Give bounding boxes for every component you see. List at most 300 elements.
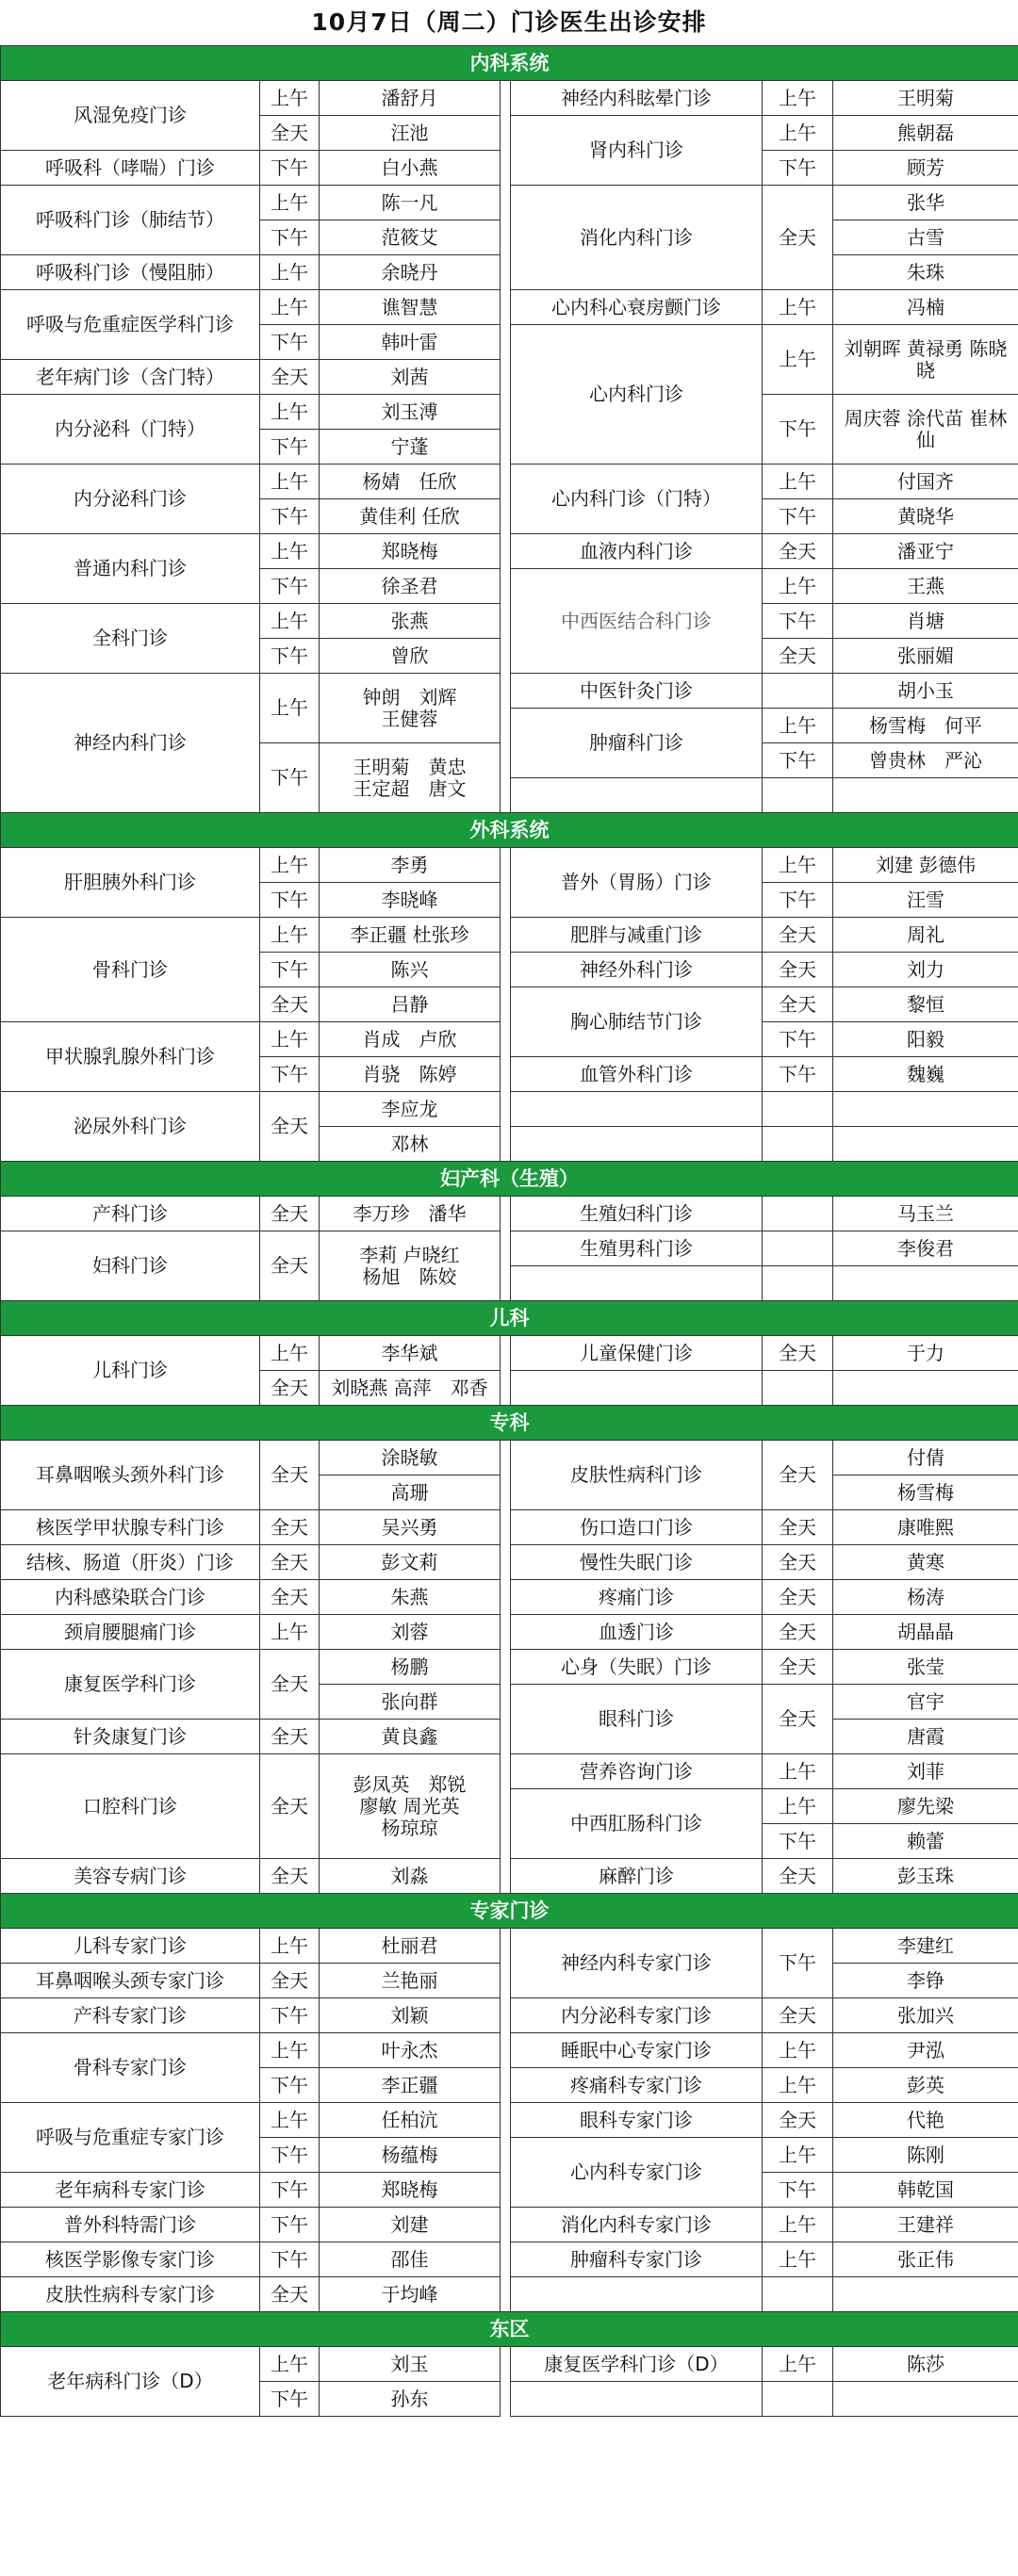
schedule-cell: 杨蕴梅 (320, 2138, 501, 2173)
schedule-cell: 风湿免疫门诊 (1, 81, 260, 151)
schedule-cell: 消化内科专家门诊 (511, 2208, 763, 2242)
schedule-cell: 魏巍 (833, 1057, 1018, 1092)
schedule-cell: 呼吸与危重症专家门诊 (1, 2103, 260, 2173)
schedule-cell: 李晓峰 (320, 883, 501, 918)
schedule-cell: 黄寒 (833, 1545, 1018, 1580)
schedule-cell: 杨雪梅 何平 (833, 709, 1018, 743)
schedule-cell: 范筱艾 (320, 220, 501, 255)
empty-cell (833, 1092, 1018, 1127)
schedule-cell: 邓林 (320, 1127, 501, 1162)
schedule-cell: 冯楠 (833, 290, 1018, 325)
section-header-row (1, 1894, 1018, 1929)
column-divider (501, 2347, 511, 2417)
schedule-cell: 下午 (763, 1929, 833, 1998)
schedule-cell: 付倩 (833, 1441, 1018, 1475)
schedule-cell: 全天 (260, 1510, 320, 1545)
schedule-cell: 王明菊 黄忠 王定超 唐文 (320, 743, 501, 813)
schedule-cell: 熊朝磊 (833, 116, 1018, 151)
section-header: 妇产科（生殖） (1, 1162, 1018, 1197)
schedule-cell: 上午 (260, 848, 320, 883)
schedule-cell: 全天 (763, 1650, 833, 1685)
schedule-cell: 消化内科门诊 (511, 186, 763, 290)
schedule-cell: 内分泌科专家门诊 (511, 1998, 763, 2033)
schedule-cell: 张莹 (833, 1650, 1018, 1685)
schedule-cell: 上午 (260, 534, 320, 569)
schedule-cell: 神经内科专家门诊 (511, 1929, 763, 1998)
schedule-cell: 妇科门诊 (1, 1231, 260, 1301)
schedule-cell: 朱珠 (833, 255, 1018, 290)
schedule-cell: 下午 (260, 569, 320, 604)
schedule-cell: 下午 (763, 395, 833, 465)
schedule-cell: 宁蓬 (320, 430, 501, 465)
schedule-cell: 全天 (260, 2277, 320, 2312)
schedule-cell: 李建红 (833, 1929, 1018, 1964)
schedule-cell: 阳毅 (833, 1022, 1018, 1057)
schedule-cell: 刘颖 (320, 1998, 501, 2033)
schedule-cell: 全天 (763, 534, 833, 569)
schedule-cell: 儿童保健门诊 (511, 1336, 763, 1371)
schedule-cell: 全天 (260, 1092, 320, 1162)
schedule-cell: 张华 (833, 186, 1018, 220)
empty-cell (763, 1231, 833, 1266)
schedule-cell: 尹泓 (833, 2033, 1018, 2068)
schedule-cell: 全天 (260, 1580, 320, 1615)
schedule-cell: 上午 (260, 255, 320, 290)
section-header-row (1, 2312, 1018, 2347)
schedule-cell: 上午 (260, 1929, 320, 1964)
schedule-cell: 刘蓉 (320, 1615, 501, 1650)
schedule-cell: 心内科专家门诊 (511, 2138, 763, 2208)
schedule-cell: 谯智慧 (320, 290, 501, 325)
schedule-cell: 核医学甲状腺专科门诊 (1, 1510, 260, 1545)
schedule-cell: 全天 (763, 1859, 833, 1894)
schedule-cell: 黄良鑫 (320, 1720, 501, 1754)
schedule-cell: 张向群 (320, 1685, 501, 1720)
schedule-cell: 官宇 (833, 1685, 1018, 1720)
schedule-cell: 核医学影像专家门诊 (1, 2242, 260, 2277)
schedule-cell: 美容专病门诊 (1, 1859, 260, 1894)
schedule-cell: 全天 (260, 1231, 320, 1301)
schedule-cell: 陈兴 (320, 953, 501, 987)
schedule-cell: 顾芳 (833, 151, 1018, 186)
schedule-cell: 上午 (260, 674, 320, 743)
schedule-cell: 皮肤性病科门诊 (511, 1441, 763, 1510)
schedule-cell: 汪雪 (833, 883, 1018, 918)
schedule-cell: 韩乾国 (833, 2173, 1018, 2208)
table-row (1, 1929, 1018, 1964)
schedule-cell: 涂晓敏 (320, 1441, 501, 1475)
table-row (1, 2347, 1018, 2382)
schedule-cell: 儿科专家门诊 (1, 1929, 260, 1964)
schedule-cell: 下午 (260, 1057, 320, 1092)
empty-cell (763, 1266, 833, 1301)
empty-cell (833, 778, 1018, 813)
schedule-cell: 全天 (260, 1371, 320, 1406)
schedule-cell: 下午 (763, 2173, 833, 2208)
schedule-cell: 于力 (833, 1336, 1018, 1371)
schedule-cell: 全天 (763, 1685, 833, 1754)
schedule-cell: 营养咨询门诊 (511, 1754, 763, 1789)
schedule-cell: 郑晓梅 (320, 2173, 501, 2208)
schedule-cell: 血透门诊 (511, 1615, 763, 1650)
schedule-cell: 邵佳 (320, 2242, 501, 2277)
schedule-cell: 吴兴勇 (320, 1510, 501, 1545)
schedule-cell: 产科门诊 (1, 1197, 260, 1231)
schedule-cell: 刘玉溥 (320, 395, 501, 430)
schedule-cell: 肥胖与减重门诊 (511, 918, 763, 953)
schedule-cell: 张加兴 (833, 1998, 1018, 2033)
schedule-cell: 全天 (763, 1580, 833, 1615)
schedule-cell: 古雪 (833, 220, 1018, 255)
schedule-cell: 刘茜 (320, 360, 501, 395)
schedule-cell: 中西医结合科门诊 (511, 569, 763, 674)
schedule-cell: 上午 (260, 604, 320, 639)
schedule-cell: 潘舒月 (320, 81, 501, 116)
schedule-cell: 下午 (260, 325, 320, 360)
schedule-cell: 神经内科眩晕门诊 (511, 81, 763, 116)
schedule-cell: 汪池 (320, 116, 501, 151)
empty-cell (763, 1092, 833, 1127)
schedule-cell: 潘亚宁 (833, 534, 1018, 569)
schedule-cell: 全天 (260, 1545, 320, 1580)
schedule-cell: 下午 (260, 430, 320, 465)
schedule-cell: 朱燕 (320, 1580, 501, 1615)
schedule-cell: 曾欣 (320, 639, 501, 674)
schedule-cell: 王建祥 (833, 2208, 1018, 2242)
schedule-cell: 神经内科门诊 (1, 674, 260, 813)
schedule-cell: 产科专家门诊 (1, 1998, 260, 2033)
schedule-cell: 上午 (260, 2347, 320, 2382)
schedule-cell: 全天 (260, 1754, 320, 1859)
schedule-cell: 上午 (763, 1789, 833, 1824)
schedule-cell: 肖成 卢欣 (320, 1022, 501, 1057)
schedule-cell: 刘玉 (320, 2347, 501, 2382)
schedule-cell: 白小燕 (320, 151, 501, 186)
schedule-cell: 黄佳利 任欣 (320, 499, 501, 534)
empty-cell (833, 2277, 1018, 2312)
schedule-cell: 肝胆胰外科门诊 (1, 848, 260, 918)
schedule-cell: 呼吸与危重症医学科门诊 (1, 290, 260, 360)
schedule-cell: 王燕 (833, 569, 1018, 604)
schedule-cell: 李应龙 (320, 1092, 501, 1127)
schedule-cell: 下午 (260, 499, 320, 534)
schedule-cell: 中医针灸门诊 (511, 674, 763, 709)
schedule-cell: 疼痛科专家门诊 (511, 2068, 763, 2103)
schedule-cell: 黄晓华 (833, 499, 1018, 534)
schedule-cell: 李莉 卢晓红 杨旭 陈姣 (320, 1231, 501, 1301)
schedule-cell: 全天 (763, 953, 833, 987)
table-row (1, 848, 1018, 883)
section-header: 专家门诊 (1, 1894, 1018, 1929)
schedule-cell: 下午 (260, 2382, 320, 2417)
section-header-row (1, 1406, 1018, 1441)
schedule-cell: 下午 (260, 220, 320, 255)
schedule-cell: 泌尿外科门诊 (1, 1092, 260, 1162)
schedule-cell: 徐圣君 (320, 569, 501, 604)
empty-cell (511, 778, 763, 813)
schedule-cell: 彭凤英 郑锐 廖敏 周光英 杨琼琼 (320, 1754, 501, 1859)
schedule-cell: 康唯熙 (833, 1510, 1018, 1545)
section-header-row (1, 1162, 1018, 1197)
schedule-cell: 血管外科门诊 (511, 1057, 763, 1092)
schedule-cell: 上午 (763, 2068, 833, 2103)
schedule-cell: 杜丽君 (320, 1929, 501, 1964)
schedule-cell: 内科感染联合门诊 (1, 1580, 260, 1615)
schedule-cell: 杨婧 任欣 (320, 465, 501, 499)
schedule-cell: 上午 (763, 81, 833, 116)
schedule-cell: 张燕 (320, 604, 501, 639)
schedule-cell: 李正疆 (320, 2068, 501, 2103)
schedule-cell: 胸心肺结节门诊 (511, 987, 763, 1057)
table-row (1, 1197, 1018, 1231)
schedule-cell: 韩叶雷 (320, 325, 501, 360)
section-header: 东区 (1, 2312, 1018, 2347)
schedule-cell: 兰艳丽 (320, 1964, 501, 1998)
schedule-cell: 杨涛 (833, 1580, 1018, 1615)
schedule-cell: 下午 (763, 883, 833, 918)
schedule-cell: 口腔科门诊 (1, 1754, 260, 1859)
schedule-cell: 上午 (763, 1754, 833, 1789)
schedule-cell: 上午 (763, 569, 833, 604)
schedule-cell: 刘菲 (833, 1754, 1018, 1789)
schedule-cell: 针灸康复门诊 (1, 1720, 260, 1754)
column-divider (501, 1929, 511, 2312)
schedule-cell: 胡小玉 (833, 674, 1018, 709)
schedule-cell: 上午 (260, 395, 320, 430)
schedule-cell: 伤口造口门诊 (511, 1510, 763, 1545)
schedule-cell: 心身（失眠）门诊 (511, 1650, 763, 1685)
schedule-cell: 廖先梁 (833, 1789, 1018, 1824)
schedule-cell: 麻醉门诊 (511, 1859, 763, 1894)
schedule-cell: 下午 (260, 151, 320, 186)
empty-cell (833, 2382, 1018, 2417)
schedule-cell: 肿瘤科专家门诊 (511, 2242, 763, 2277)
schedule-cell: 下午 (763, 499, 833, 534)
schedule-cell: 全天 (763, 1545, 833, 1580)
schedule-cell: 结核、肠道（肝炎）门诊 (1, 1545, 260, 1580)
schedule-cell: 李华斌 (320, 1336, 501, 1371)
empty-cell (511, 1266, 763, 1301)
schedule-cell: 李万珍 潘华 (320, 1197, 501, 1231)
schedule-cell: 彭英 (833, 2068, 1018, 2103)
schedule-cell: 上午 (763, 465, 833, 499)
schedule-cell: 呼吸科（哮喘）门诊 (1, 151, 260, 186)
schedule-cell: 李铮 (833, 1964, 1018, 1998)
schedule-cell: 全天 (260, 1964, 320, 1998)
schedule-cell: 刘建 (320, 2208, 501, 2242)
schedule-cell: 上午 (260, 2103, 320, 2138)
schedule-cell: 任柏沆 (320, 2103, 501, 2138)
schedule-cell: 中西肛肠科门诊 (511, 1789, 763, 1859)
empty-cell (763, 778, 833, 813)
empty-cell (833, 1371, 1018, 1406)
schedule-cell: 刘淼 (320, 1859, 501, 1894)
schedule-cell: 陈莎 (833, 2347, 1018, 2382)
section-header: 儿科 (1, 1301, 1018, 1336)
schedule-cell: 心内科门诊 (511, 325, 763, 465)
schedule-cell: 上午 (763, 2138, 833, 2173)
empty-cell (511, 2277, 763, 2312)
schedule-cell: 老年病科门诊（D） (1, 2347, 260, 2417)
schedule-cell: 全天 (260, 1441, 320, 1510)
schedule-cell: 张丽媚 (833, 639, 1018, 674)
schedule-cell: 呼吸科门诊（肺结节） (1, 186, 260, 255)
schedule-cell: 上午 (260, 2033, 320, 2068)
schedule-cell: 下午 (763, 1824, 833, 1859)
schedule-cell: 彭文莉 (320, 1545, 501, 1580)
schedule-cell: 疼痛门诊 (511, 1580, 763, 1615)
schedule-cell: 上午 (260, 81, 320, 116)
schedule-cell: 王明菊 (833, 81, 1018, 116)
schedule-cell: 胡晶晶 (833, 1615, 1018, 1650)
column-divider (501, 1197, 511, 1301)
empty-cell (511, 1371, 763, 1406)
schedule-cell: 生殖男科门诊 (511, 1231, 763, 1266)
schedule-cell: 骨科门诊 (1, 918, 260, 1022)
empty-cell (763, 674, 833, 709)
schedule-cell: 眼科专家门诊 (511, 2103, 763, 2138)
section-header-row (1, 1301, 1018, 1336)
empty-cell (511, 1092, 763, 1127)
schedule-cell: 全天 (763, 1510, 833, 1545)
schedule-cell: 内分泌科（门特） (1, 395, 260, 465)
schedule-cell: 周礼 (833, 918, 1018, 953)
schedule-cell: 付国齐 (833, 465, 1018, 499)
schedule-cell: 陈刚 (833, 2138, 1018, 2173)
schedule-cell: 上午 (763, 290, 833, 325)
schedule-cell: 彭玉珠 (833, 1859, 1018, 1894)
schedule-cell: 杨雪梅 (833, 1475, 1018, 1510)
schedule-cell: 上午 (763, 2208, 833, 2242)
schedule-cell: 下午 (763, 1057, 833, 1092)
schedule-cell: 全天 (763, 1998, 833, 2033)
schedule-cell: 上午 (260, 1615, 320, 1650)
schedule-cell: 内分泌科门诊 (1, 465, 260, 534)
schedule-cell: 肿瘤科门诊 (511, 709, 763, 778)
schedule-cell: 上午 (763, 2347, 833, 2382)
schedule-cell: 上午 (260, 290, 320, 325)
schedule-cell: 李勇 (320, 848, 501, 883)
schedule-cell: 下午 (260, 2068, 320, 2103)
page-title: 10月7日（周二）门诊医生出诊安排 (311, 8, 707, 36)
schedule-cell: 上午 (763, 848, 833, 883)
schedule-cell: 康复医学科门诊（D） (511, 2347, 763, 2382)
schedule-cell: 骨科专家门诊 (1, 2033, 260, 2103)
schedule-cell: 全天 (260, 1197, 320, 1231)
schedule-cell: 黎恒 (833, 987, 1018, 1022)
table-row (1, 1441, 1018, 1475)
schedule-cell: 上午 (763, 2033, 833, 2068)
empty-cell (763, 1197, 833, 1231)
column-divider (501, 848, 511, 1162)
section-header: 外科系统 (1, 813, 1018, 848)
schedule-cell: 马玉兰 (833, 1197, 1018, 1231)
schedule-cell: 下午 (260, 953, 320, 987)
schedule-cell: 神经外科门诊 (511, 953, 763, 987)
schedule-cell: 赖蕾 (833, 1824, 1018, 1859)
schedule-cell: 周庆蓉 涂代苗 崔林仙 (833, 395, 1018, 465)
schedule-cell: 下午 (260, 2138, 320, 2173)
column-divider (501, 1336, 511, 1406)
schedule-cell: 颈肩腰腿痛门诊 (1, 1615, 260, 1650)
table-row (1, 1336, 1018, 1371)
schedule-cell: 心内科心衰房颤门诊 (511, 290, 763, 325)
schedule-cell: 李俊君 (833, 1231, 1018, 1266)
schedule-cell: 全天 (763, 1336, 833, 1371)
schedule-cell: 下午 (763, 743, 833, 778)
schedule-table (0, 45, 1018, 2417)
schedule-cell: 上午 (763, 709, 833, 743)
schedule-cell: 儿科门诊 (1, 1336, 260, 1406)
schedule-cell: 呼吸科门诊（慢阻肺） (1, 255, 260, 290)
empty-cell (763, 2277, 833, 2312)
schedule-cell: 全天 (260, 116, 320, 151)
schedule-cell: 上午 (763, 325, 833, 395)
schedule-cell: 高珊 (320, 1475, 501, 1510)
schedule-cell: 普外科特需门诊 (1, 2208, 260, 2242)
schedule-cell: 上午 (260, 1336, 320, 1371)
section-header-row (1, 46, 1018, 81)
schedule-cell: 全天 (763, 918, 833, 953)
empty-cell (833, 1266, 1018, 1301)
schedule-cell: 全天 (260, 1859, 320, 1894)
schedule-cell: 张正伟 (833, 2242, 1018, 2277)
schedule-cell: 下午 (260, 883, 320, 918)
schedule-cell: 肖骁 陈婷 (320, 1057, 501, 1092)
schedule-cell: 全天 (260, 360, 320, 395)
schedule-cell: 全天 (763, 2103, 833, 2138)
table-row (1, 81, 1018, 116)
schedule-cell: 下午 (763, 151, 833, 186)
section-header: 专科 (1, 1406, 1018, 1441)
schedule-cell: 全天 (763, 987, 833, 1022)
empty-cell (763, 1371, 833, 1406)
schedule-cell: 上午 (763, 116, 833, 151)
schedule-cell: 生殖妇科门诊 (511, 1197, 763, 1231)
schedule-cell: 全科门诊 (1, 604, 260, 674)
schedule-cell: 全天 (260, 987, 320, 1022)
schedule-cell: 郑晓梅 (320, 534, 501, 569)
schedule-cell: 杨鹏 (320, 1650, 501, 1685)
schedule-cell: 上午 (763, 2242, 833, 2277)
schedule-cell: 陈一凡 (320, 186, 501, 220)
column-divider (501, 81, 511, 813)
schedule-cell: 下午 (260, 2173, 320, 2208)
schedule-cell: 下午 (260, 639, 320, 674)
schedule-cell: 上午 (260, 918, 320, 953)
schedule-cell: 甲状腺乳腺外科门诊 (1, 1022, 260, 1092)
schedule-cell: 康复医学科门诊 (1, 1650, 260, 1720)
schedule-cell: 眼科门诊 (511, 1685, 763, 1754)
schedule-cell: 全天 (260, 1720, 320, 1754)
schedule-cell: 孙东 (320, 2382, 501, 2417)
section-header: 内科系统 (1, 46, 1018, 81)
section-header-row (1, 813, 1018, 848)
schedule-cell: 余晓丹 (320, 255, 501, 290)
schedule-cell: 全天 (763, 639, 833, 674)
schedule-cell: 刘建 彭德伟 (833, 848, 1018, 883)
schedule-cell: 下午 (260, 1998, 320, 2033)
schedule-cell: 下午 (763, 604, 833, 639)
schedule-cell: 慢性失眠门诊 (511, 1545, 763, 1580)
empty-cell (511, 2382, 763, 2417)
schedule-cell: 全天 (763, 1441, 833, 1510)
schedule-cell: 肖塘 (833, 604, 1018, 639)
schedule-cell: 刘晓燕 高萍 邓香 (320, 1371, 501, 1406)
schedule-cell: 老年病门诊（含门特） (1, 360, 260, 395)
schedule-cell: 刘朝晖 黄禄勇 陈晓晓 (833, 325, 1018, 395)
schedule-cell: 睡眠中心专家门诊 (511, 2033, 763, 2068)
